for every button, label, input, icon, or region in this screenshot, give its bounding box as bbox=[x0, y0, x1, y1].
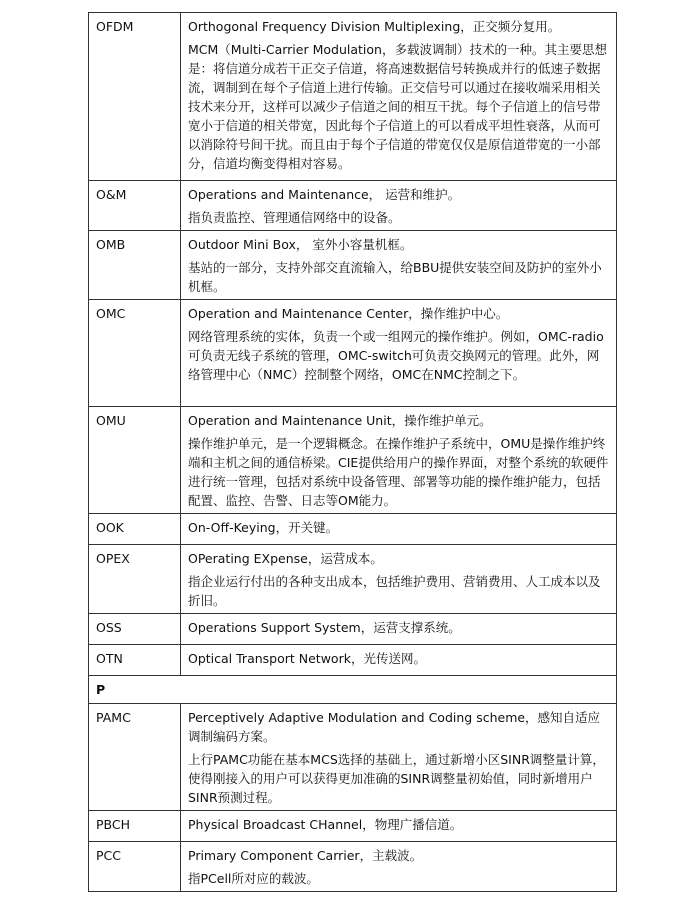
term-expansion: OPerating EXpense，运营成本。 bbox=[188, 551, 383, 566]
glossary-row bbox=[89, 13, 617, 181]
glossary-row bbox=[89, 407, 617, 514]
term-description: 操作维护单元，是一个逻辑概念。在操作维护子系统中，OMU是操作维护终端和主机之间的通信桥梁。CIE提供给用户的操作界面，对整个系统的软硬件进行统一管理，包括对系统中设备管理、部署等功能的操作维护能力，包括配置、监控、告警、日志等OM能力。 bbox=[188, 436, 609, 508]
glossary-definition-cell bbox=[181, 704, 617, 811]
term-expansion: Operations and Maintenance， 运营和维护。 bbox=[188, 187, 461, 202]
glossary-term: OTN bbox=[89, 645, 181, 676]
term-description: 上行PAMC功能在基本MCS选择的基础上，通过新增小区SINR调整量计算，使得刚接入的用户可以获得更加准确的SINR调整量初始值，同时新增用户SINR预测过程。 bbox=[188, 752, 605, 805]
term-description: 网络管理系统的实体，负责一个或一组网元的操作维护。例如，OMC-radio可负责无线子系统的管理，OMC-switch可负责交换网元的管理。此外，网络管理中心（NMC）控制整个网络，OMC在NMC控制之下。 bbox=[188, 329, 604, 382]
glossary-definition-cell bbox=[181, 181, 617, 231]
glossary-definition-cell bbox=[181, 300, 617, 407]
glossary-term: OMB bbox=[89, 231, 181, 300]
section-letter: P bbox=[89, 676, 617, 704]
term-expansion: Perceptively Adaptive Modulation and Coding scheme，感知自适应调制编码方案。 bbox=[188, 710, 601, 744]
glossary-definition-cell bbox=[181, 514, 617, 545]
term-expansion: On-Off-Keying，开关键。 bbox=[188, 520, 339, 535]
term-description: 指企业运行付出的各种支出成本，包括维护费用、营销费用、人工成本以及折旧。 bbox=[188, 574, 601, 608]
glossary-definition-cell bbox=[181, 811, 617, 842]
glossary-row bbox=[89, 181, 617, 231]
glossary-row bbox=[89, 811, 617, 842]
glossary-term: O&M bbox=[89, 181, 181, 231]
glossary-term: OSS bbox=[89, 614, 181, 645]
glossary-term: OPEX bbox=[89, 545, 181, 614]
term-description: 指负责监控、管理通信网络中的设备。 bbox=[188, 210, 401, 225]
term-description: 基站的一部分，支持外部交直流输入，给BBU提供安装空间及防护的室外小机框。 bbox=[188, 260, 602, 294]
section-header-row bbox=[89, 676, 617, 704]
term-expansion: Outdoor Mini Box， 室外小容量机框。 bbox=[188, 237, 413, 252]
glossary-definition-cell bbox=[181, 13, 617, 181]
glossary-term: OFDM bbox=[89, 13, 181, 181]
glossary-definition-cell bbox=[181, 842, 617, 892]
glossary-table bbox=[88, 12, 617, 892]
glossary-term: PBCH bbox=[89, 811, 181, 842]
glossary-row bbox=[89, 614, 617, 645]
term-description: 指PCell所对应的载波。 bbox=[188, 871, 319, 886]
glossary-row bbox=[89, 645, 617, 676]
glossary-definition-cell bbox=[181, 545, 617, 614]
term-expansion: Primary Component Carrier，主载波。 bbox=[188, 848, 423, 863]
glossary-term: OMU bbox=[89, 407, 181, 514]
glossary-row bbox=[89, 842, 617, 892]
glossary-definition-cell bbox=[181, 231, 617, 300]
glossary-term: PCC bbox=[89, 842, 181, 892]
term-description: MCM（Multi-Carrier Modulation，多载波调制）技术的一种。其主要思想是：将信道分成若干正交子信道，将高速数据信号转换成并行的低速子数据流，调制到在每个子信道上进行传输。正交信号可以通过在接收端采用相关技术来分开，这样可以减少子信道之间的相互干扰。每个子信道上的信号带宽小于信道的相关带宽，因此每个子信道上的可以看成平坦性衰落，从而可以消除符号间干扰。而且由于每个子信道的带宽仅仅是原信道带宽的一小部分，信道均衡变得相对容易。 bbox=[188, 42, 607, 171]
glossary-term: OMC bbox=[89, 300, 181, 407]
glossary-row bbox=[89, 545, 617, 614]
term-expansion: Operations Support System，运营支撑系统。 bbox=[188, 620, 461, 635]
glossary-row bbox=[89, 300, 617, 407]
glossary-term: PAMC bbox=[89, 704, 181, 811]
term-expansion: Operation and Maintenance Center，操作维护中心。 bbox=[188, 306, 509, 321]
term-expansion: Physical Broadcast CHannel，物理广播信道。 bbox=[188, 817, 463, 832]
term-expansion: Orthogonal Frequency Division Multiplexing，正交频分复用。 bbox=[188, 19, 561, 34]
glossary-definition-cell bbox=[181, 645, 617, 676]
glossary-term: OOK bbox=[89, 514, 181, 545]
glossary-row bbox=[89, 704, 617, 811]
glossary-definition-cell bbox=[181, 614, 617, 645]
glossary-row bbox=[89, 231, 617, 300]
glossary-row bbox=[89, 514, 617, 545]
glossary-definition-cell bbox=[181, 407, 617, 514]
term-expansion: Optical Transport Network，光传送网。 bbox=[188, 651, 426, 666]
term-expansion: Operation and Maintenance Unit，操作维护单元。 bbox=[188, 413, 492, 428]
